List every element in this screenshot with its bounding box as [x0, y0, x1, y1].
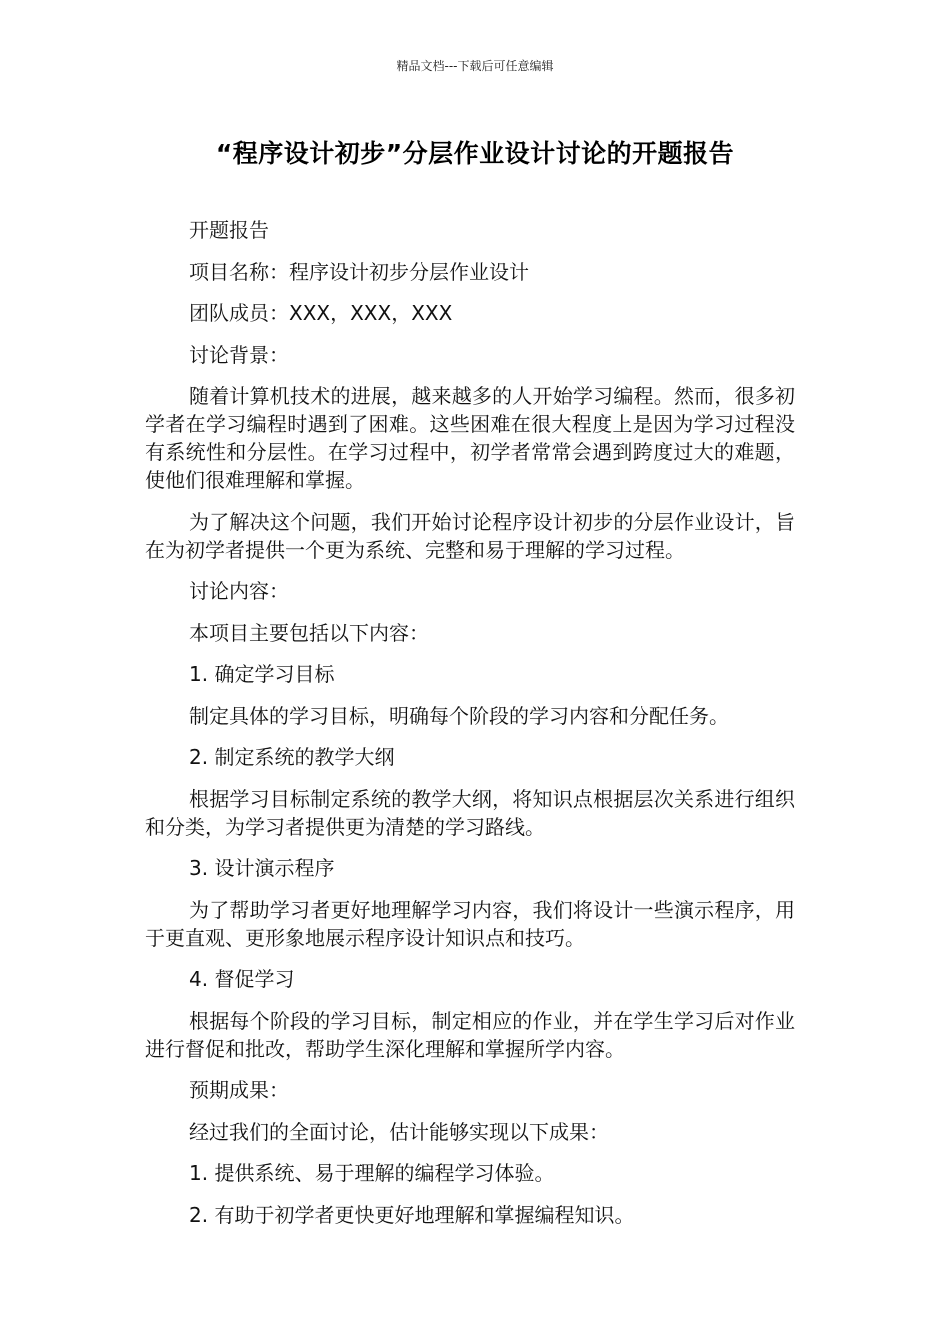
paragraph-content-intro: 本项目主要包括以下内容：: [189, 620, 429, 645]
document-title: “程序设计初步”分层作业设计讨论的开题报告: [215, 139, 735, 168]
paragraph-report-label: 开题报告: [189, 218, 269, 242]
document-body: [145, 216, 795, 1242]
paragraph-project-name: 项目名称：程序设计初步分层作业设计: [189, 259, 529, 284]
paragraph-background-heading: 讨论背景：: [189, 342, 289, 367]
page-header: 精品文档---下载后可任意编辑: [396, 59, 554, 73]
list-item-heading-4: 4. 督促学习: [189, 967, 295, 991]
list-item-heading-3: 3. 设计演示程序: [189, 856, 335, 880]
paragraph-outcomes-heading: 预期成果：: [189, 1078, 289, 1102]
paragraph-content-heading: 讨论内容：: [189, 579, 289, 603]
paragraph-background-body: 随着计算机技术的进展，越来越多的人开始学习编程。然而，很多初学者在学习编程时遇到了困难。这些困难在很大程度上是因为学习过程没有系统性和分层性。在学习过程中，初学者常常会遇到跨度过大的难题，使他们很难理解和掌握。: [145, 384, 795, 492]
outcome-item-1: 1. 提供系统、易于理解的编程学习体验。: [189, 1161, 555, 1185]
paragraph-team-members: 团队成员：XXX，XXX，XXX: [189, 301, 453, 325]
outcome-item-2: 2. 有助于初学者更快更好地理解和掌握编程知识。: [189, 1202, 635, 1227]
paragraph-outcomes-intro: 经过我们的全面讨论，估计能够实现以下成果：: [189, 1119, 609, 1144]
list-item-heading-2: 2. 制定系统的教学大纲: [189, 745, 395, 769]
paragraph-purpose: 为了解决这个问题，我们开始讨论程序设计初步的分层作业设计，旨在为初学者提供一个更为系统、完整和易于理解的学习过程。: [145, 509, 795, 562]
list-item-body-4: 根据每个阶段的学习目标，制定相应的作业，并在学生学习后对作业进行督促和批改，帮助学生深化理解和掌握所学内容。: [145, 1008, 795, 1061]
list-item-heading-1: 1. 确定学习目标: [189, 662, 335, 686]
list-item-body-1: 制定具体的学习目标，明确每个阶段的学习内容和分配任务。: [189, 703, 729, 728]
list-item-body-2: 根据学习目标制定系统的教学大纲，将知识点根据层次关系进行组织和分类，为学习者提供更为清楚的学习路线。: [145, 786, 795, 839]
list-item-body-3: 为了帮助学习者更好地理解学习内容，我们将设计一些演示程序，用于更直观、更形象地展示程序设计知识点和技巧。: [145, 897, 795, 950]
